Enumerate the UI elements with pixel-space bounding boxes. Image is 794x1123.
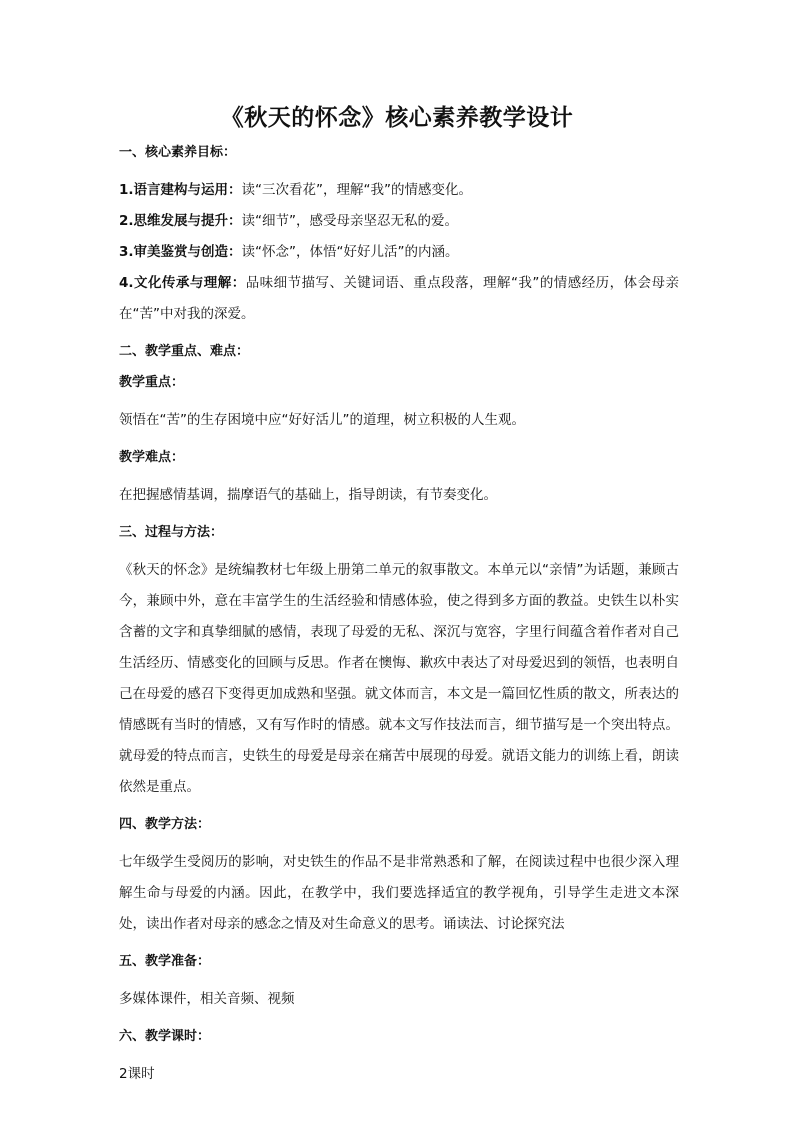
section-heading-process: 三、过程与方法： [119, 525, 224, 540]
goal-text-2: 读“细节”，感受母亲坚忍无私的爱。 [241, 213, 459, 229]
document-title: 《秋天的怀念》核心素养教学设计 [220, 105, 574, 131]
document-body [119, 144, 679, 1090]
goal-label-2: 2.思维发展与提升： [119, 213, 242, 229]
goal-label-3: 3.审美鉴赏与创造： [119, 244, 242, 260]
method-text: 七年级学生受阅历的影响，对史铁生的作品不是非常熟悉和了解，在阅读过程中也很少深入理解生命与母爱的内涵。因此，在教学中，我们要选择适宜的教学视角，引导学生走进文本深处，读出作者对母亲的感念之情及对生命意义的思考。诵读法、讨论探究法 [119, 854, 679, 932]
focus-text: 领悟在“苦”的生存困境中应“好好活儿”的道理，树立积极的人生观。 [119, 412, 525, 428]
section-heading-key-points: 二、教学重点、难点： [119, 344, 250, 359]
goal-text-3: 读“怀念”，体悟“好好儿活”的内涵。 [241, 244, 459, 260]
goal-text-1: 读“三次看花”，理解“我”的情感变化。 [241, 182, 473, 198]
preparation-text: 多媒体课件，相关音频、视频 [119, 991, 295, 1007]
section-heading-preparation: 五、教学准备： [119, 954, 211, 969]
goal-item-1 [119, 175, 679, 206]
section-heading-hours: 六、教学课时： [119, 1029, 211, 1044]
difficulty-heading: 教学难点： [119, 450, 185, 465]
focus-heading: 教学重点： [119, 375, 185, 390]
difficulty-text: 在把握感情基调，揣摩语气的基础上，指导朗读，有节奏变化。 [119, 487, 497, 503]
goal-item-4 [119, 268, 679, 330]
hours-text: 2课时 [119, 1066, 155, 1082]
section-heading-goals: 一、核心素养目标： [119, 145, 237, 160]
goal-item-3 [119, 237, 679, 268]
goal-item-2 [119, 206, 679, 237]
goal-text-4: 品味细节描写、关键词语、重点段落，理解“我”的情感经历，体会母亲在“苦”中对我的深爱。 [119, 275, 679, 322]
goal-label-1: 1.语言建构与运用： [119, 182, 242, 198]
section-heading-method: 四、教学方法： [119, 817, 211, 832]
goal-label-4: 4.文化传承与理解： [119, 275, 246, 291]
process-text: 《秋天的怀念》是统编教材七年级上册第二单元的叙事散文。本单元以“亲情”为话题，兼顾古今，兼顾中外，意在丰富学生的生活经验和情感体验，使之得到多方面的教益。史铁生以朴实含蓄的文字和真挚细腻的感情，表现了母爱的无私、深沉与宽容，字里行间蕴含着作者对自己生活经历、情感变化的回顾与反思。作者在懊悔、歉疚中表达了对母爱迟到的领悟，也表明自己在母爱的感召下变得更加成熟和坚强。就文体而言，本文是一篇回忆性质的散文，所表达的情感既有当时的情感，又有写作时的情感。就本文写作技法而言，细节描写是一个突出特点。就母爱的特点而言，史铁生的母爱是母亲在痛苦中展现的母爱。就语文能力的训练上看，朗读依然是重点。 [119, 562, 679, 795]
